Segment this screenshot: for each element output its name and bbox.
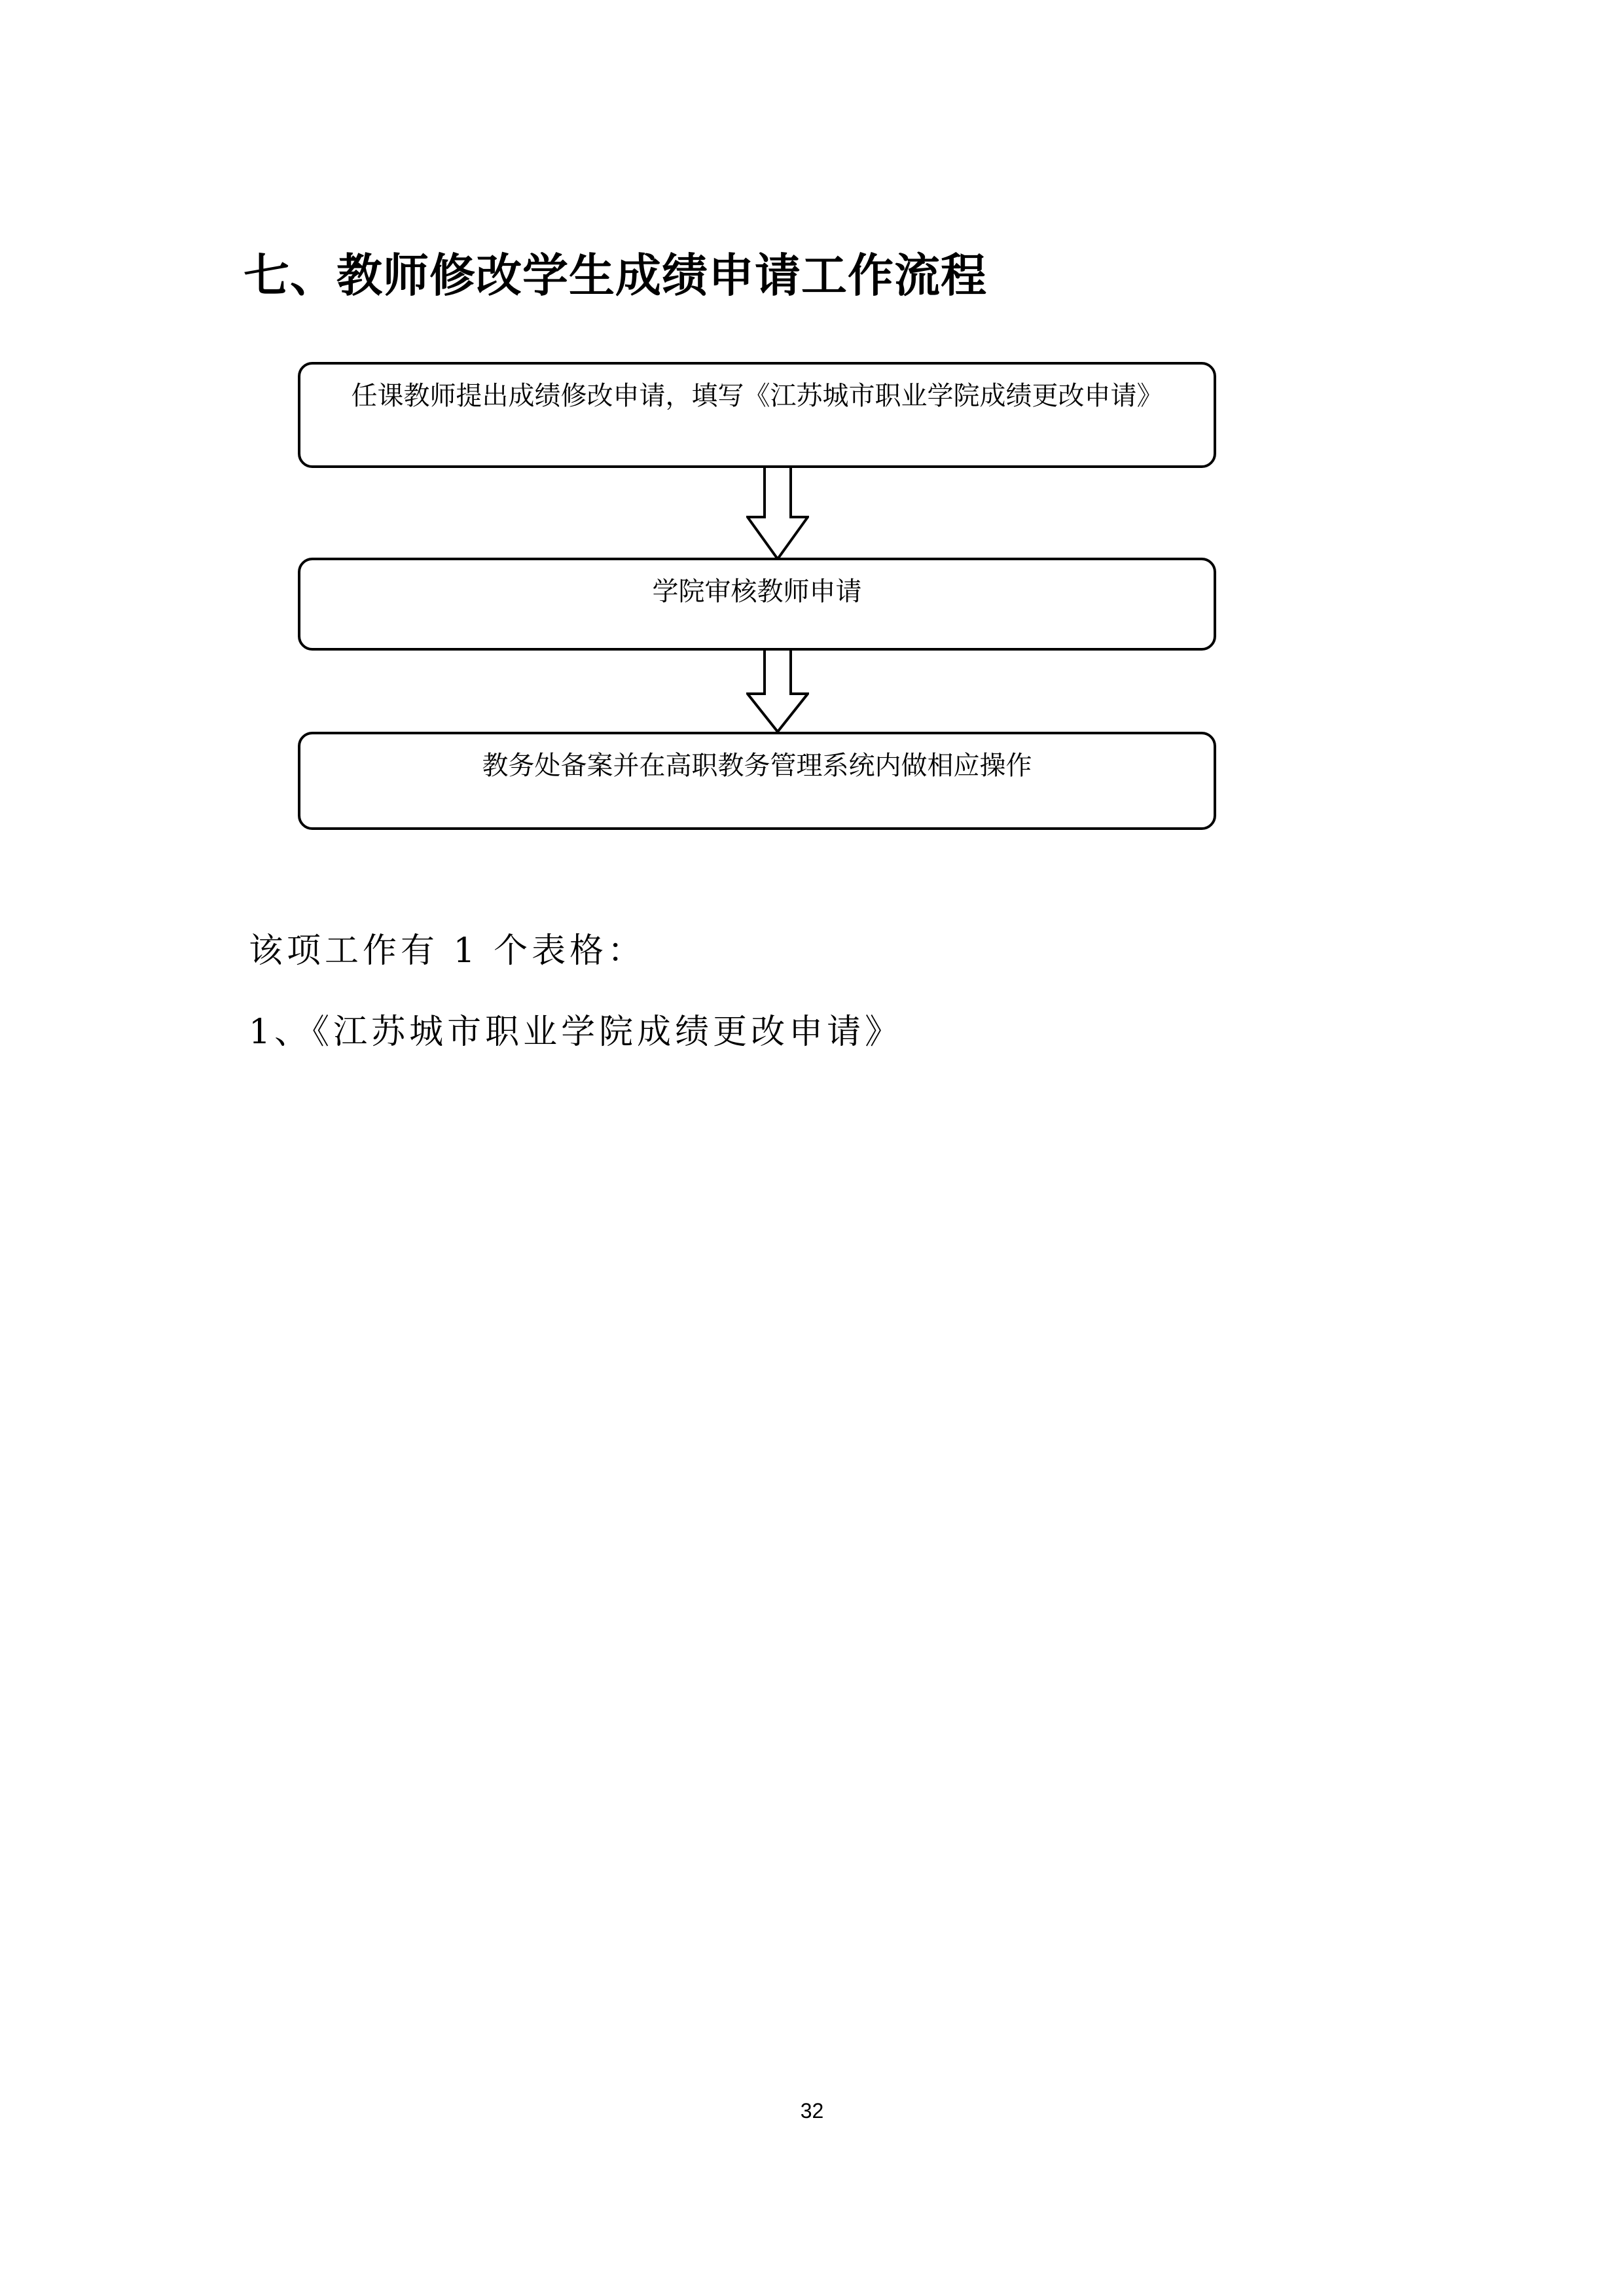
flow-step-college-review xyxy=(298,558,1216,651)
forms-summary: 该项工作有 1 个表格： xyxy=(249,931,646,971)
flow-step-academic-affairs-record xyxy=(298,732,1216,830)
flow-step-submit-request xyxy=(298,362,1216,468)
down-arrow-icon xyxy=(746,649,809,733)
form-list-item: 1、《江苏城市职业学院成绩更改申请》 xyxy=(249,1013,903,1052)
down-arrow-icon xyxy=(746,467,809,560)
page-number: 32 xyxy=(800,2099,824,2123)
flow-step-label: 学院审核教师申请 xyxy=(652,577,862,607)
flow-step-label: 任课教师提出成绩修改申请，填写《江苏城市职业学院成绩更改申请》 xyxy=(351,381,1163,411)
flow-step-label: 教务处备案并在高职教务管理系统内做相应操作 xyxy=(482,751,1032,781)
section-title: 七、教师修改学生成绩申请工作流程 xyxy=(244,249,987,302)
